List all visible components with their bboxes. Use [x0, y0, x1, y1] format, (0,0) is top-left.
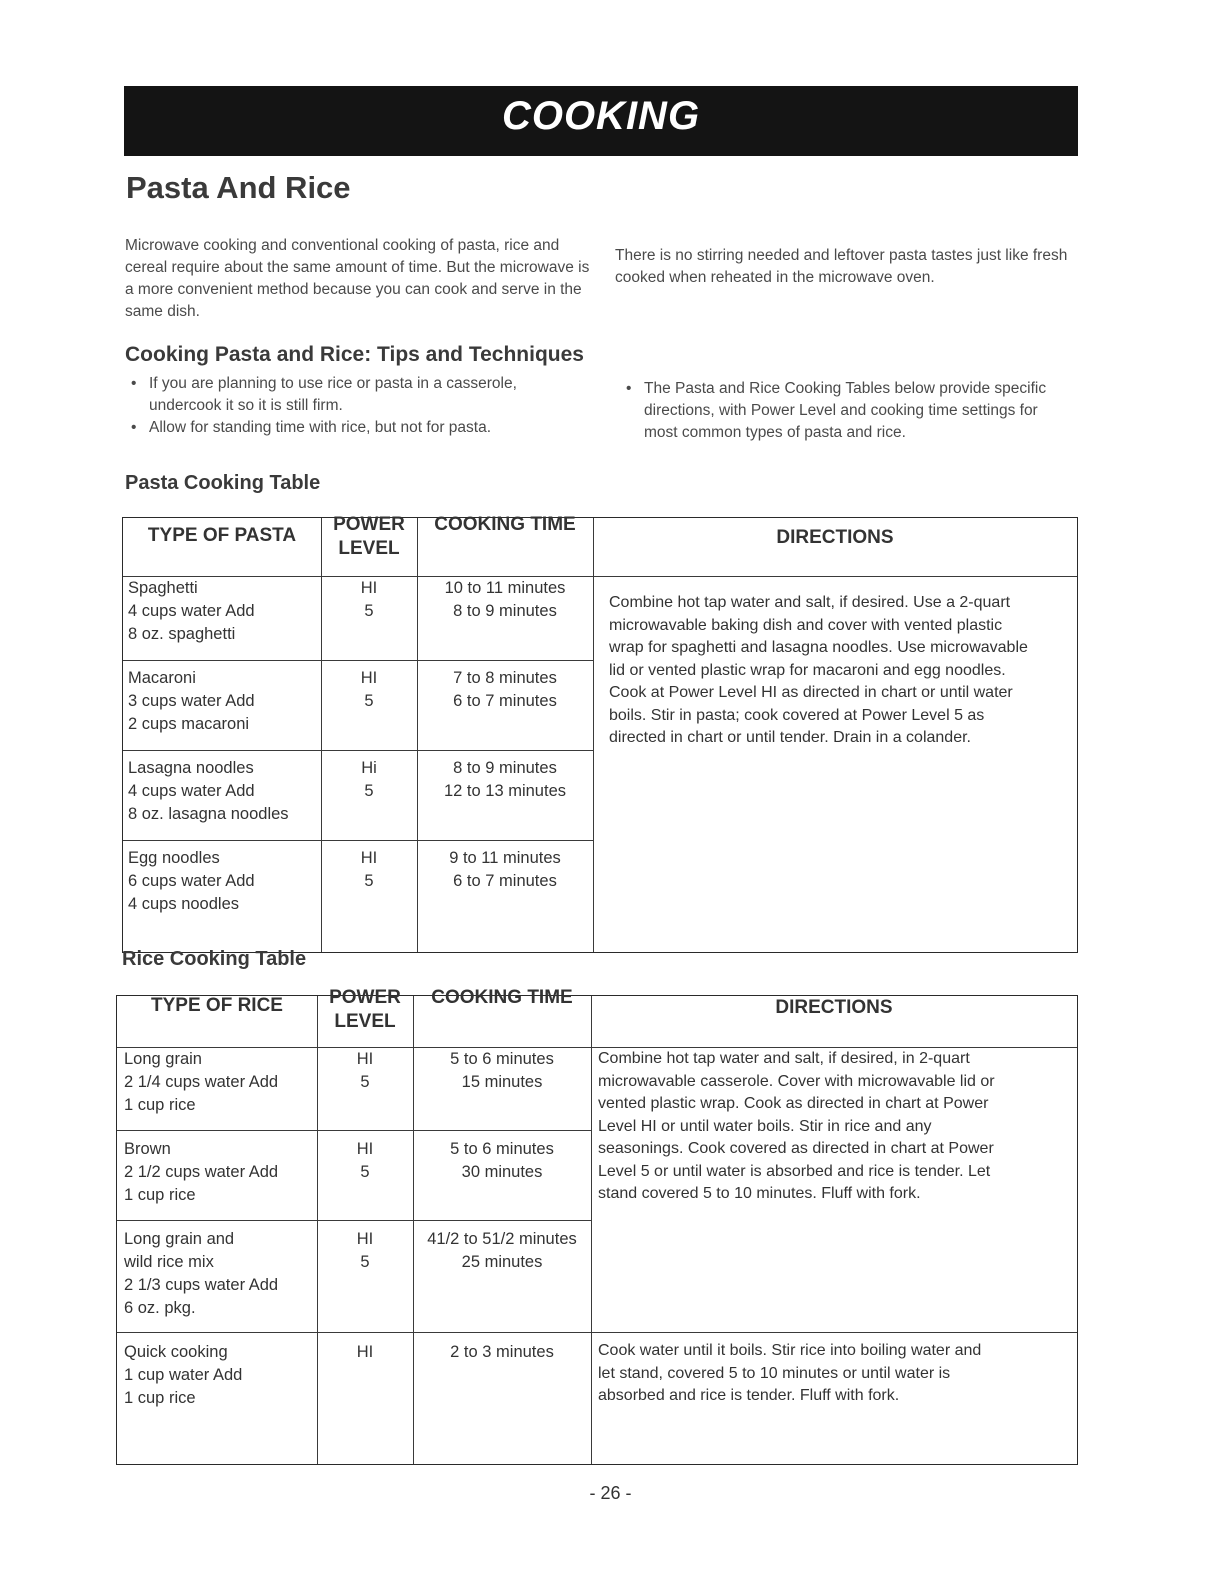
banner-title: COOKING — [501, 94, 701, 138]
rice-table-heading: Rice Cooking Table — [122, 948, 307, 970]
pasta-water: 4 cups water Add — [128, 602, 255, 620]
rice-type: Brown — [124, 1140, 171, 1158]
pasta-water: 3 cups water Add — [128, 692, 255, 710]
cooking-time: 5 to 6 minutes 15 minutes — [450, 1050, 554, 1091]
pasta-amount: 4 cups noodles — [128, 895, 239, 913]
power-level: Hi 5 — [361, 759, 377, 800]
cooking-time: 2 to 3 minutes — [450, 1343, 554, 1361]
pasta-type: Macaroni — [128, 669, 196, 687]
rice-cooking-table — [116, 987, 1078, 1465]
section-banner — [124, 86, 1078, 156]
tip-item: • Allow for standing time with rice, but not for pasta. — [125, 417, 575, 439]
column-divider — [593, 518, 594, 952]
pasta-amount: 2 cups macaroni — [128, 715, 250, 733]
pasta-cooking-table — [122, 514, 1078, 953]
table-row — [124, 1138, 278, 1207]
tip-item: • If you are planning to use rice or pasta in a casserole, undercook it so it is still firm. — [125, 373, 575, 417]
table-row — [128, 667, 255, 736]
page-number: - 26 - — [589, 1483, 632, 1503]
rice-amount: 1 cup rice — [124, 1389, 196, 1407]
power-level: HI 5 — [360, 579, 378, 620]
table-row — [124, 1048, 278, 1117]
intro-paragraph-left: Microwave cooking and conventional cooking of pasta, rice and cereal require about the same amount of time. But the microwave is a more convenient method because you can cook and serve in the same dish. — [125, 237, 590, 320]
header-time: COOKING TIME — [431, 987, 573, 1008]
table-row — [124, 1341, 242, 1410]
pasta-table-heading: Pasta Cooking Table — [125, 472, 321, 494]
cooking-time: 8 to 9 minutes 12 to 13 minutes — [444, 759, 566, 800]
rice-type-cont: wild rice mix — [124, 1253, 214, 1271]
rice-directions: Combine hot tap water and salt, if desired, in 2-quart microwavable casserole. Cover with microwavable lid or vented plastic wrap. Cook as directed in chart at Power Level HI or until water boils. Stir in rice and any seasonings. Cook covered as directed in chart at Power Level 5 or until water is absorbed and rice is tender. Let stand covered 5 to 10 minutes. Fluff with fork. — [598, 1050, 995, 1202]
power-level: HI 5 — [356, 1050, 374, 1091]
pasta-water: 4 cups water Add — [128, 782, 255, 800]
pasta-type: Egg noodles — [128, 849, 220, 867]
row-divider — [117, 1130, 591, 1131]
table-row — [124, 1228, 278, 1320]
pasta-amount: 8 oz. spaghetti — [128, 625, 236, 643]
row-divider — [123, 750, 593, 751]
cooking-time: 9 to 11 minutes 6 to 7 minutes — [449, 849, 561, 890]
rice-water: 1 cup water Add — [124, 1366, 243, 1384]
rice-type: Long grain and — [124, 1230, 235, 1248]
pasta-water: 6 cups water Add — [128, 872, 255, 890]
power-level: HI 5 — [356, 1230, 374, 1271]
column-divider — [591, 996, 592, 1464]
intro-paragraph-right: There is no stirring needed and leftover pasta tastes just like fresh cooked when reheated in the microwave oven. — [615, 247, 1068, 286]
cooking-time: 5 to 6 minutes 30 minutes — [450, 1140, 554, 1181]
power-level: HI 5 — [356, 1140, 374, 1181]
header-power: POWER LEVEL — [333, 514, 405, 559]
power-level: HI 5 — [360, 669, 378, 710]
header-directions: DIRECTIONS — [776, 527, 894, 548]
table-row — [128, 757, 289, 826]
tips-list-left — [125, 373, 575, 439]
rice-amount: 1 cup rice — [124, 1186, 196, 1204]
rice-type: Long grain — [124, 1050, 202, 1068]
row-divider — [123, 660, 593, 661]
rice-amount: 1 cup rice — [124, 1096, 196, 1114]
power-level: HI — [356, 1343, 374, 1361]
rice-water: 2 1/4 cups water Add — [124, 1073, 279, 1091]
tips-heading: Cooking Pasta and Rice: Tips and Techniques — [125, 343, 584, 366]
rice-water: 2 1/3 cups water Add — [124, 1276, 279, 1294]
rice-type: Quick cooking — [124, 1343, 228, 1361]
quick-rice-directions: Cook water until it boils. Stir rice into boiling water and let stand, covered 5 to 10 minutes or until water is absorbed and rice is tender. Fluff with fork. — [598, 1342, 982, 1404]
header-divider — [123, 576, 1077, 577]
pasta-type: Lasagna noodles — [128, 759, 254, 777]
pasta-directions: Combine hot tap water and salt, if desired. Use a 2-quart microwavable baking dish and cover with vented plastic wrap for spaghetti and lasagna noodles. Use microwavable lid or vented plastic wrap for macaroni and egg noodles. Cook at Power Level HI as directed in chart or until water boils. Stir in pasta; cook covered at Power Level 5 as directed in chart or until tender. Drain in a colander. — [609, 594, 1028, 746]
cooking-time: 41/2 to 51/2 minutes 25 minutes — [427, 1230, 577, 1271]
row-divider — [117, 1332, 1077, 1333]
power-level: HI 5 — [360, 849, 378, 890]
cooking-time: 7 to 8 minutes 6 to 7 minutes — [453, 669, 557, 710]
pasta-amount: 8 oz. lasagna noodles — [128, 805, 289, 823]
header-power: POWER LEVEL — [329, 987, 401, 1032]
table-row — [128, 847, 255, 916]
header-type: TYPE OF PASTA — [147, 525, 297, 546]
header-type: TYPE OF RICE — [151, 995, 283, 1016]
pasta-type: Spaghetti — [128, 579, 198, 597]
cooking-time: 10 to 11 minutes 8 to 9 minutes — [444, 579, 566, 620]
row-divider — [117, 1220, 591, 1221]
rice-amount: 6 oz. pkg. — [124, 1299, 196, 1317]
row-divider — [123, 840, 593, 841]
table-row — [128, 577, 255, 646]
header-directions: DIRECTIONS — [775, 997, 893, 1018]
rice-water: 2 1/2 cups water Add — [124, 1163, 279, 1181]
tips-list-right — [620, 378, 1070, 444]
tip-item: • The Pasta and Rice Cooking Tables below provide specific directions, with Power Level and cooking time settings for most common types of pasta and rice. — [620, 378, 1070, 444]
page-title: Pasta And Rice — [126, 170, 351, 205]
header-time: COOKING TIME — [434, 514, 576, 535]
